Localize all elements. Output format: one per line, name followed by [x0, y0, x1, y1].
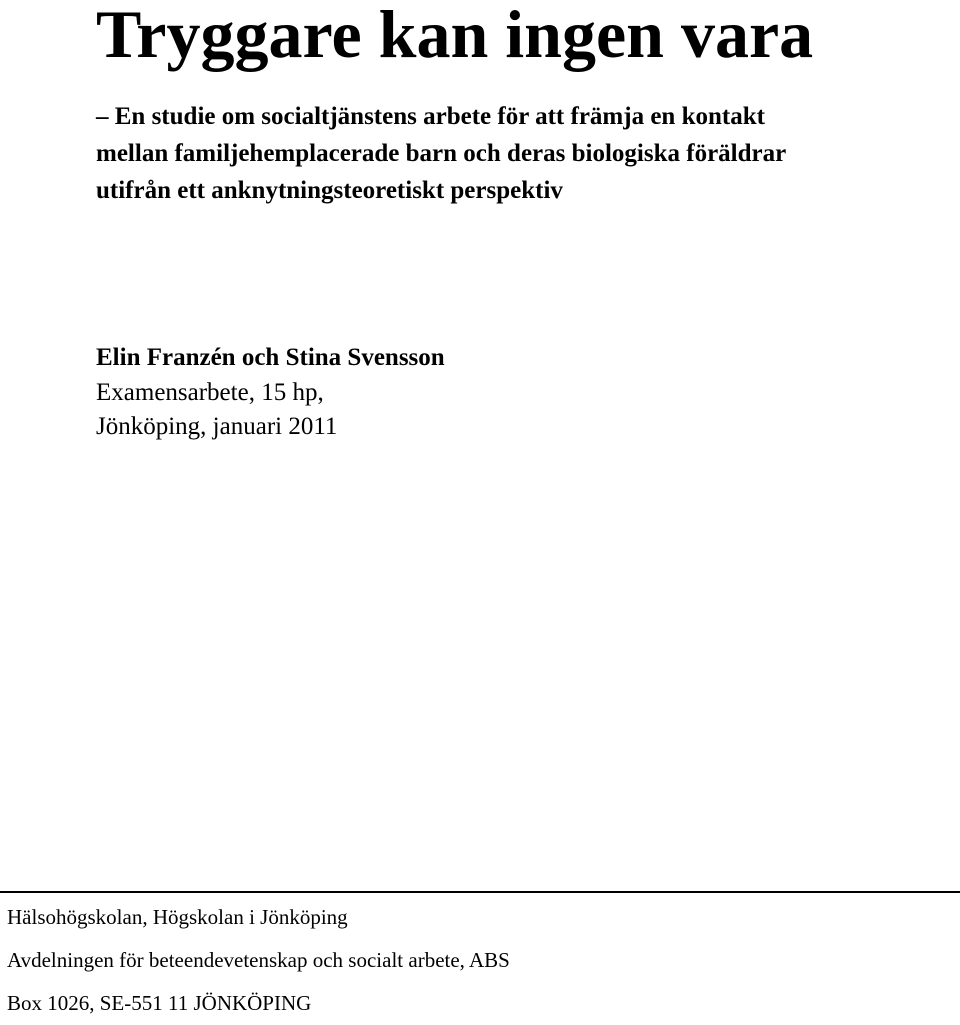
subtitle-line: utifrån ett anknytningsteoretiskt perspektiv [96, 177, 563, 204]
authors: Elin Franzén och Stina Svensson [96, 344, 445, 371]
document-title: Tryggare kan ingen vara [96, 0, 814, 72]
place-date: Jönköping, januari 2011 [96, 413, 338, 440]
footer-department: Avdelningen för beteendevetenskap och socialt arbete, ABS [7, 948, 510, 972]
footer [7, 896, 510, 1025]
subtitle-line: mellan familjehemplacerade barn och deras biologiska föräldrar [96, 140, 787, 167]
document-subtitle [96, 98, 786, 209]
footer-address: Box 1026, SE-551 11 JÖNKÖPING [7, 991, 312, 1015]
footer-school: Hälsohögskolan, Högskolan i Jönköping [7, 905, 348, 929]
thesis-meta [96, 376, 337, 444]
thesis-type: Examensarbete, 15 hp, [96, 379, 324, 406]
footer-divider [0, 891, 960, 893]
subtitle-line: – En studie om socialtjänstens arbete för att främja en kontakt [96, 103, 765, 130]
